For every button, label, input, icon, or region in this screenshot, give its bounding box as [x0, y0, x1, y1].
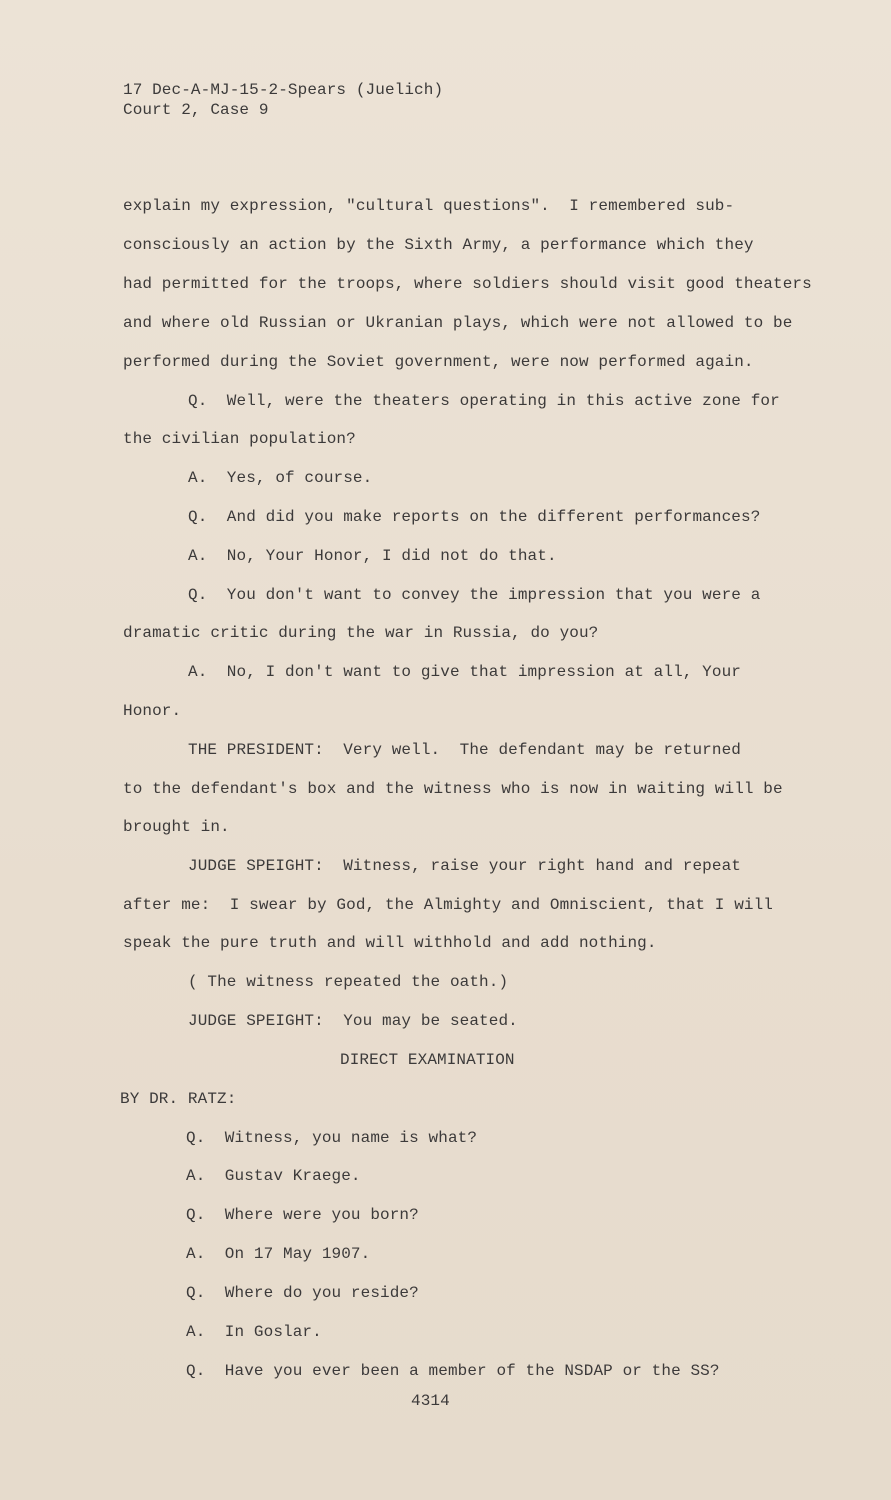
question-line: Q. Witness, you name is what?	[186, 1129, 478, 1147]
body-line: and where old Russian or Ukranian plays, which were not allowed to be	[123, 314, 793, 332]
body-line: the civilian population?	[123, 430, 356, 448]
body-line: Honor.	[123, 702, 182, 720]
header-court-case: Court 2, Case 9	[123, 101, 269, 119]
section-heading: DIRECT EXAMINATION	[340, 1051, 515, 1069]
question-line: Q. Where were you born?	[186, 1206, 419, 1224]
speaker-line-judge: JUDGE SPEIGHT: You may be seated.	[188, 1012, 518, 1030]
examiner-line: BY DR. RATZ:	[120, 1090, 237, 1108]
answer-line: A. No, Your Honor, I did not do that.	[188, 547, 557, 565]
body-line: performed during the Soviet government, were now performed again.	[123, 353, 754, 371]
speaker-line-judge: JUDGE SPEIGHT: Witness, raise your right hand and repeat	[188, 857, 741, 875]
answer-line: A. On 17 May 1907.	[186, 1245, 371, 1263]
page-number: 4314	[411, 1392, 450, 1410]
answer-line: A. In Goslar.	[186, 1323, 322, 1341]
answer-line: A. No, I don't want to give that impression at all, Your	[188, 663, 741, 681]
body-line: to the defendant's box and the witness who is now in waiting will be	[123, 780, 783, 798]
question-line: Q. Where do you reside?	[186, 1284, 419, 1302]
body-line: dramatic critic during the war in Russia, do you?	[123, 624, 599, 642]
body-line: speak the pure truth and will withhold and add nothing.	[123, 934, 657, 952]
answer-line: A. Gustav Kraege.	[186, 1167, 361, 1185]
body-line: after me: I swear by God, the Almighty and Omniscient, that I will	[123, 896, 774, 914]
question-line: Q. You don't want to convey the impression that you were a	[188, 586, 761, 604]
question-line: Q. Have you ever been a member of the NSDAP or the SS?	[186, 1362, 720, 1380]
speaker-line-president: THE PRESIDENT: Very well. The defendant may be returned	[188, 741, 741, 759]
question-line: Q. And did you make reports on the different performances?	[188, 508, 761, 526]
header-case-reference: 17 Dec-A-MJ-15-2-Spears (Juelich)	[123, 81, 444, 99]
body-line: explain my expression, "cultural questions". I remembered sub-	[123, 197, 735, 215]
body-line: had permitted for the troops, where soldiers should visit good theaters	[123, 275, 812, 293]
question-line: Q. Well, were the theaters operating in this active zone for	[188, 392, 780, 410]
body-line: brought in.	[123, 818, 230, 836]
stage-direction: ( The witness repeated the oath.)	[188, 973, 509, 991]
answer-line: A. Yes, of course.	[188, 469, 373, 487]
body-line: consciously an action by the Sixth Army, a performance which they	[123, 236, 754, 254]
